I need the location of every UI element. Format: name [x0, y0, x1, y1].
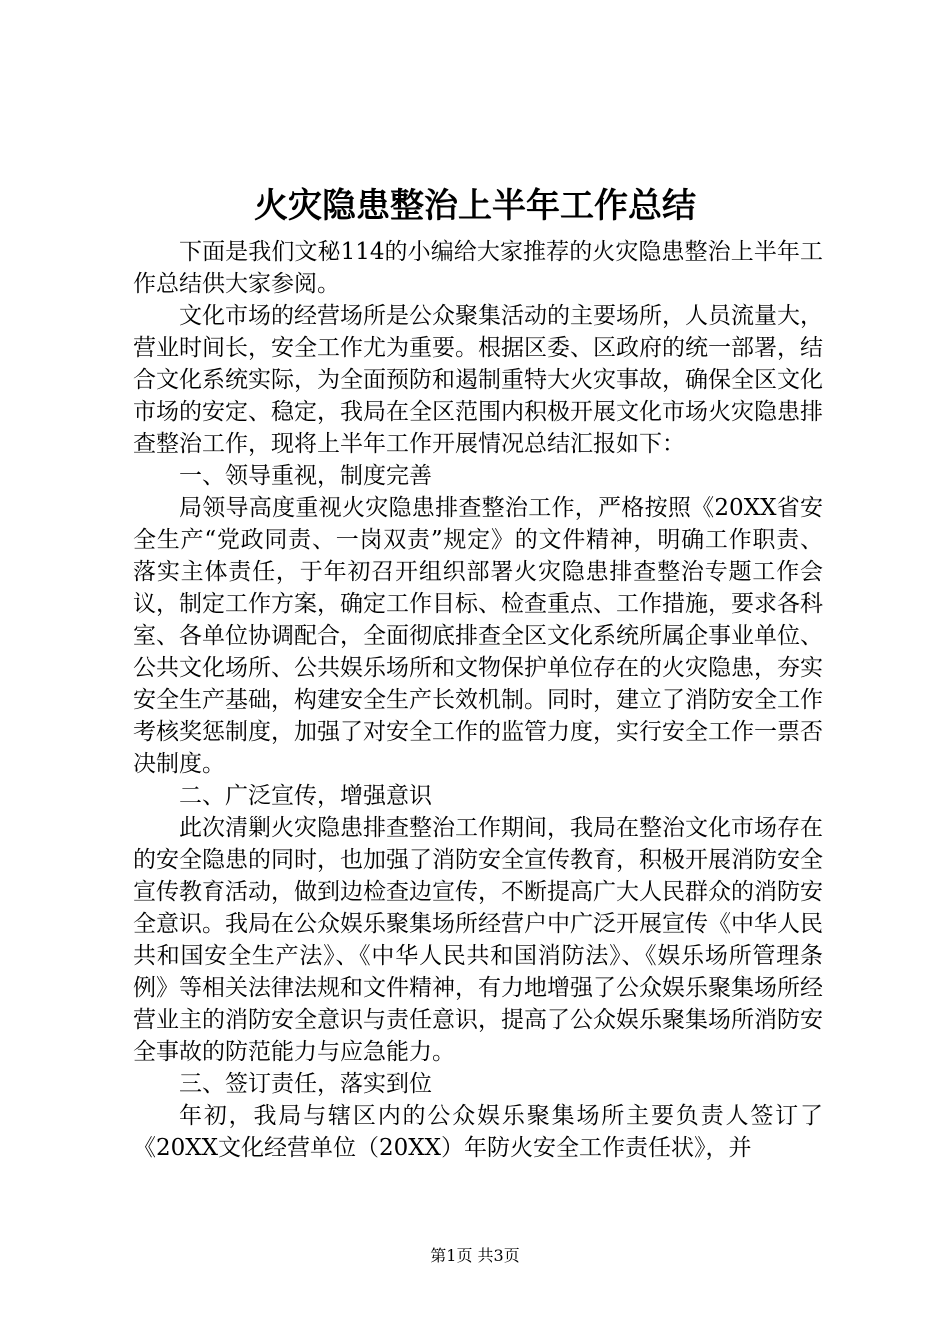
- section-3-paragraph: 年初，我局与辖区内的公众娱乐聚集场所主要负责人签订了《20XX文化经营单位（20XX）年防火安全工作责任状》，并: [133, 1103, 823, 1161]
- section-heading-2: 二、广泛宣传，增强意识: [179, 783, 432, 809]
- background-paragraph: 文化市场的经营场所是公众聚集活动的主要场所，人员流量大，营业时间长，安全工作尤为重要。根据区委、区政府的统一部署，结合文化系统实际，为全面预防和遏制重特大火灾事故，确保全区文化市场的安定、稳定，我局在全区范围内积极开展文化市场火灾隐患排查整治工作，现将上半年工作开展情况总结汇报如下：: [133, 303, 823, 457]
- document-body: [133, 236, 823, 1164]
- page-footer: 第1页 共3页: [430, 1246, 520, 1265]
- section-heading-1: 一、领导重视，制度完善: [179, 463, 432, 489]
- section-2-paragraph: 此次清剿火灾隐患排查整治工作期间，我局在整治文化市场存在的安全隐患的同时，也加强了消防安全宣传教育，积极开展消防安全宣传教育活动，做到边检查边宣传，不断提高广大人民群众的消防安全意识。我局在公众娱乐聚集场所经营户中广泛开展宣传《中华人民共和国安全生产法》、《中华人民共和国消防法》、《娱乐场所管理条例》等相关法律法规和文件精神，有力地增强了公众娱乐聚集场所经营业主的消防安全意识与责任意识，提高了公众娱乐聚集场所消防安全事故的防范能力与应急能力。: [133, 815, 823, 1065]
- section-heading-3: 三、签订责任，落实到位: [179, 1071, 432, 1097]
- document-title: 火灾隐患整治上半年工作总结: [254, 186, 696, 226]
- intro-paragraph: 下面是我们文秘114的小编给大家推荐的火灾隐患整治上半年工作总结供大家参阅。: [133, 239, 823, 297]
- section-1-paragraph: 局领导高度重视火灾隐患排查整治工作，严格按照《20XX省安全生产“党政同责、一岗双责”规定》的文件精神，明确工作职责、落实主体责任，于年初召开组织部署火灾隐患排查整治专题工作会议，制定工作方案，确定工作目标、检查重点、工作措施，要求各科室、各单位协调配合，全面彻底排查全区文化系统所属企事业单位、公共文化场所、公共娱乐场所和文物保护单位存在的火灾隐患，夯实安全生产基础，构建安全生产长效机制。同时，建立了消防安全工作考核奖惩制度，加强了对安全工作的监管力度，实行安全工作一票否决制度。: [133, 495, 823, 777]
